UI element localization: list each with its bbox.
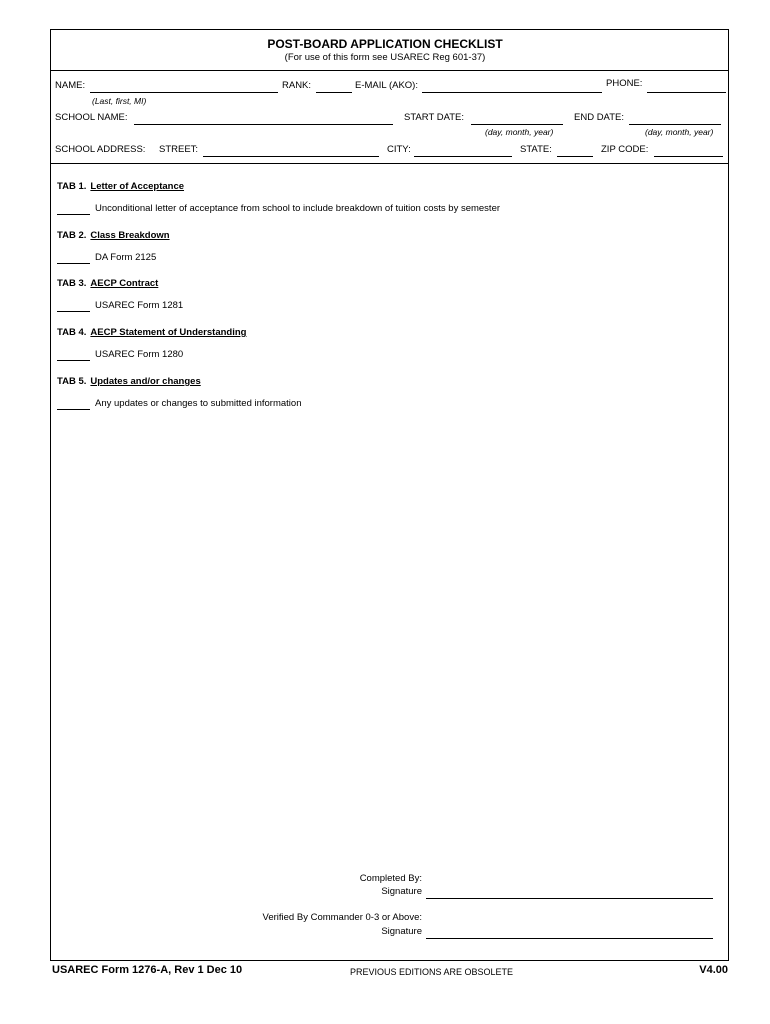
rank-label: RANK: bbox=[282, 80, 312, 91]
tab-item: Unconditional letter of acceptance from school to include breakdown of tuition costs by semester bbox=[95, 203, 501, 214]
end-date-field[interactable] bbox=[629, 124, 721, 125]
rank-field[interactable] bbox=[316, 92, 352, 93]
school-name-label: SCHOOL NAME: bbox=[55, 112, 128, 123]
form-version: V4.00 bbox=[699, 964, 728, 976]
street-field[interactable] bbox=[203, 156, 379, 157]
city-field[interactable] bbox=[414, 156, 512, 157]
tab-number: TAB 4. bbox=[57, 327, 87, 338]
tab-title: Letter of Acceptance bbox=[90, 181, 185, 192]
tab-item: USAREC Form 1280 bbox=[95, 349, 184, 360]
verified-signature-field[interactable] bbox=[426, 938, 713, 939]
form-id: USAREC Form 1276-A, Rev 1 Dec 10 bbox=[52, 964, 243, 976]
name-hint: (Last, first, MI) bbox=[92, 96, 147, 106]
zip-label: ZIP CODE: bbox=[601, 144, 649, 155]
phone-label: PHONE: bbox=[606, 78, 643, 89]
school-name-field[interactable] bbox=[134, 124, 393, 125]
verified-signature-label: Signature bbox=[381, 926, 422, 937]
applicant-divider bbox=[50, 163, 729, 164]
tab-heading bbox=[57, 278, 158, 289]
name-field[interactable] bbox=[90, 92, 278, 93]
tab-heading bbox=[57, 181, 184, 192]
header-divider bbox=[50, 70, 729, 71]
city-label: CITY: bbox=[387, 144, 411, 155]
tab-title: Class Breakdown bbox=[90, 230, 170, 241]
phone-field[interactable] bbox=[647, 92, 726, 93]
tab-number: TAB 3. bbox=[57, 278, 87, 289]
form-frame bbox=[50, 29, 729, 961]
completed-signature-field[interactable] bbox=[426, 898, 713, 899]
completed-by-label: Completed By: bbox=[359, 873, 422, 884]
form-title: POST-BOARD APPLICATION CHECKLIST bbox=[267, 37, 503, 51]
zip-field[interactable] bbox=[654, 156, 723, 157]
obsolete-note: PREVIOUS EDITIONS ARE OBSOLETE bbox=[350, 967, 514, 977]
tab-number: TAB 1. bbox=[57, 181, 87, 192]
form-subtitle: (For use of this form see USAREC Reg 601-37) bbox=[284, 52, 486, 63]
start-date-label: START DATE: bbox=[404, 112, 465, 123]
tab-item: USAREC Form 1281 bbox=[95, 300, 184, 311]
school-address-label: SCHOOL ADDRESS: bbox=[55, 144, 146, 155]
street-label: STREET: bbox=[159, 144, 199, 155]
tab-heading bbox=[57, 376, 201, 387]
tab-title: AECP Contract bbox=[90, 278, 159, 289]
tab-item: DA Form 2125 bbox=[95, 252, 157, 263]
end-date-label: END DATE: bbox=[574, 112, 624, 123]
tab-check-line[interactable] bbox=[57, 214, 90, 215]
tab-check-line[interactable] bbox=[57, 311, 90, 312]
state-label: STATE: bbox=[520, 144, 552, 155]
state-field[interactable] bbox=[557, 156, 593, 157]
name-label: NAME: bbox=[55, 80, 86, 91]
end-date-hint: (day, month, year) bbox=[645, 127, 714, 137]
tab-title: AECP Statement of Understanding bbox=[90, 327, 247, 338]
tab-check-line[interactable] bbox=[57, 360, 90, 361]
completed-signature-label: Signature bbox=[381, 886, 422, 897]
email-label: E-MAIL (AKO): bbox=[355, 80, 418, 91]
tab-heading bbox=[57, 230, 170, 241]
verified-by-label: Verified By Commander 0-3 or Above: bbox=[262, 912, 422, 923]
tab-item: Any updates or changes to submitted information bbox=[95, 398, 302, 409]
tab-check-line[interactable] bbox=[57, 409, 90, 410]
tab-check-line[interactable] bbox=[57, 263, 90, 264]
tab-number: TAB 2. bbox=[57, 230, 87, 241]
email-field[interactable] bbox=[422, 92, 602, 93]
tab-title: Updates and/or changes bbox=[90, 376, 201, 387]
start-date-field[interactable] bbox=[471, 124, 563, 125]
tab-number: TAB 5. bbox=[57, 376, 87, 387]
start-date-hint: (day, month, year) bbox=[485, 127, 554, 137]
tab-heading bbox=[57, 327, 246, 338]
